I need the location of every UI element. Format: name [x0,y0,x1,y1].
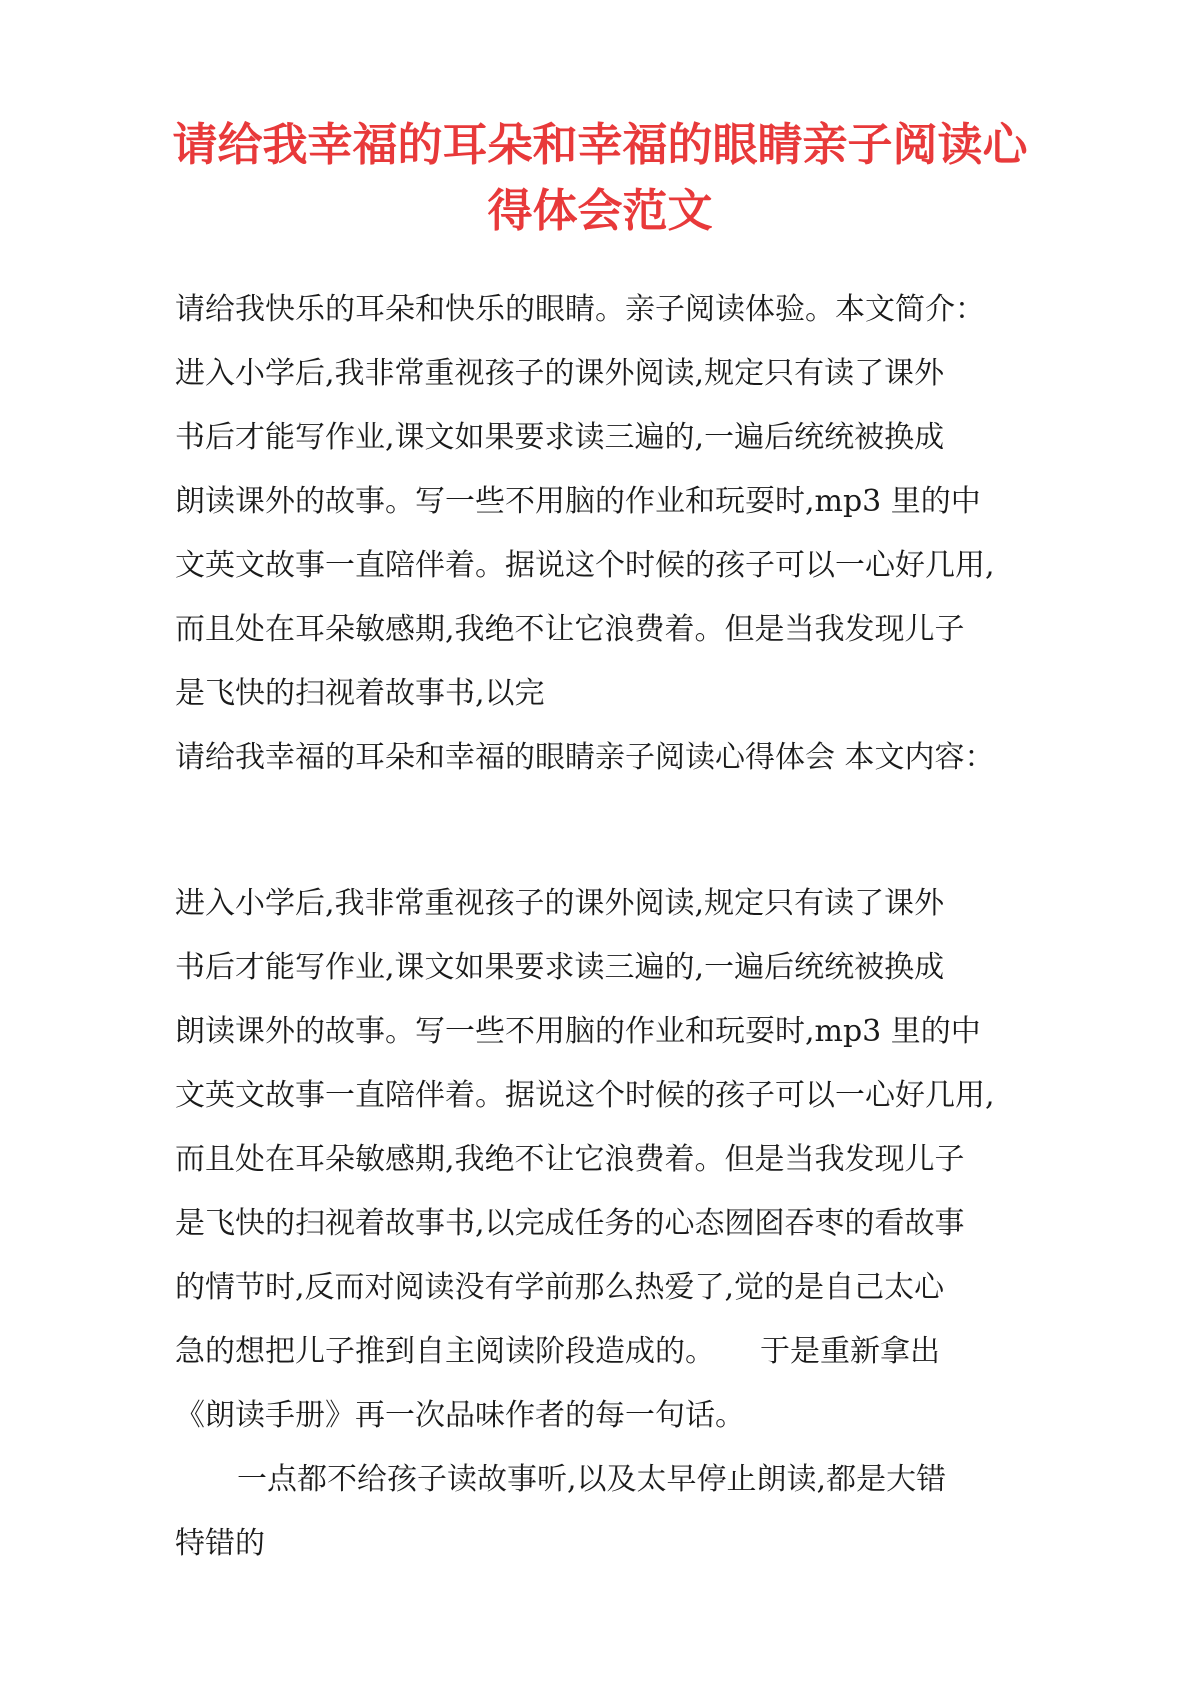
content-heading: 请给我幸福的耳朵和幸福的眼睛亲子阅读心得体会 本文内容： [175,740,995,775]
paragraph-line: 特错的 [175,1526,265,1561]
summary-line: 而且处在耳朵敏感期,我绝不让它浪费着。但是当我发现儿子 [175,612,965,647]
title-line: 请给我幸福的耳朵和幸福的眼睛亲子阅读心 [172,118,1028,171]
content-line: 书后才能写作业,课文如果要求读三遍的,一遍后统统被换成 [175,950,945,985]
summary-line: 请给我快乐的耳朵和快乐的眼睛。亲子阅读体验。本文简介： [175,292,985,327]
content-line: 进入小学后,我非常重视孩子的课外阅读,规定只有读了课外 [175,886,945,921]
content-line: 朗读课外的故事。写一些不用脑的作业和玩耍时,mp3 里的中 [175,1014,981,1049]
content-line: 《朗读手册》再一次品味作者的每一句话。 [175,1398,745,1433]
content-line: 文英文故事一直陪伴着。据说这个时候的孩子可以一心好几用, [175,1078,995,1113]
content-line: 的情节时,反而对阅读没有学前那么热爱了,觉的是自己太心 [175,1270,945,1305]
summary-line: 书后才能写作业,课文如果要求读三遍的,一遍后统统被换成 [175,420,945,455]
summary-block [175,278,1055,790]
document-title [120,112,1080,244]
content-line: 而且处在耳朵敏感期,我绝不让它浪费着。但是当我发现儿子 [175,1142,965,1177]
title-line: 得体会范文 [487,184,713,237]
summary-line: 朗读课外的故事。写一些不用脑的作业和玩耍时,mp3 里的中 [175,484,981,519]
content-line: 是飞快的扫视着故事书,以完成任务的心态囫囵吞枣的看故事 [175,1206,965,1241]
summary-line: 是飞快的扫视着故事书,以完 [175,676,545,711]
summary-line: 文英文故事一直陪伴着。据说这个时候的孩子可以一心好几用, [175,548,995,583]
summary-line: 进入小学后,我非常重视孩子的课外阅读,规定只有读了课外 [175,356,945,391]
content-line: 急的想把儿子推到自主阅读阶段造成的。 于是重新拿出 [175,1334,940,1369]
content-block [175,872,1055,1576]
paragraph-line: 一点都不给孩子读故事听,以及太早停止朗读,都是大错 [237,1462,947,1497]
